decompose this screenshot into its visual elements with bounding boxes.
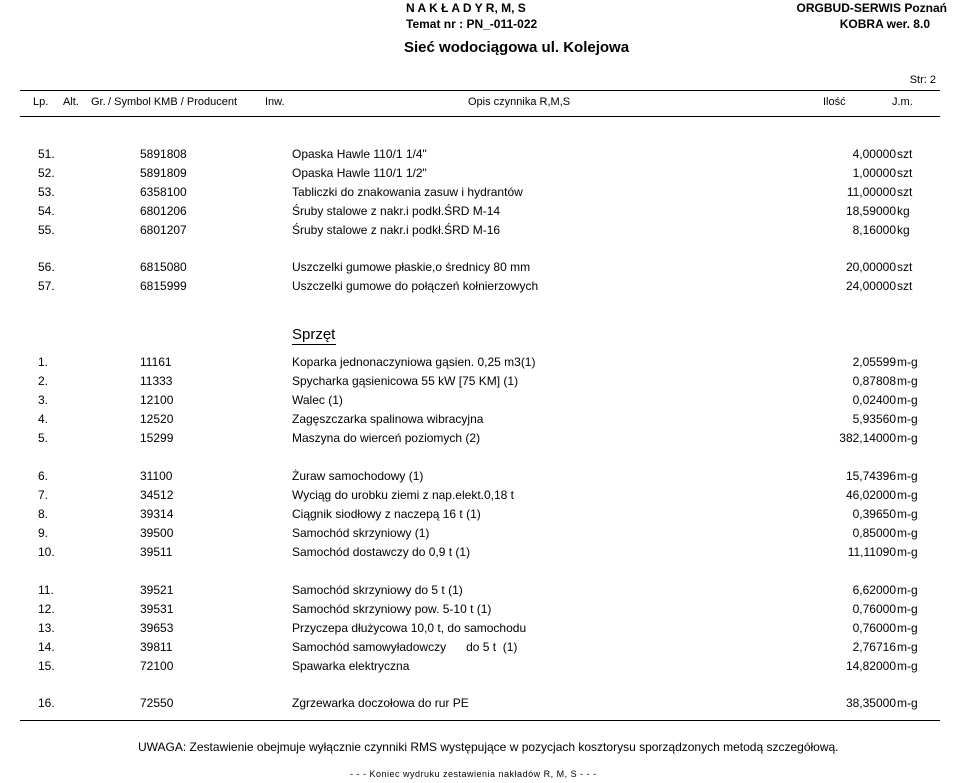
row-quantity: 38,35000	[845, 696, 896, 710]
row-description: Maszyna do wierceń poziomych (2)	[292, 431, 481, 445]
row-lp: 51.	[38, 147, 55, 161]
row-quantity: 5,93560	[852, 412, 896, 426]
table-row	[0, 185, 960, 204]
row-description: Śruby stalowe z nakr.i podkł.ŚRD M-14	[292, 204, 501, 218]
table-row	[0, 507, 960, 526]
table-row	[0, 431, 960, 450]
table-row	[0, 640, 960, 659]
col-description: Opis czynnika R,M,S	[468, 96, 571, 108]
row-lp: 12.	[38, 602, 55, 616]
table-row	[0, 469, 960, 488]
row-quantity: 0,76000	[852, 602, 896, 616]
table-row	[0, 393, 960, 412]
col-unit: J.m.	[892, 96, 913, 108]
row-lp: 57.	[38, 279, 55, 293]
row-quantity: 0,87808	[852, 374, 896, 388]
row-description: Zagęszczarka spalinowa wibracyjna	[292, 412, 484, 426]
table-row	[0, 204, 960, 223]
row-symbol: 31100	[140, 469, 173, 483]
table-row	[0, 166, 960, 185]
row-symbol: 72100	[140, 659, 174, 673]
row-quantity: 20,00000	[845, 260, 896, 274]
row-quantity: 14,82000	[845, 659, 896, 673]
table-row	[0, 545, 960, 564]
row-unit: szt	[897, 166, 913, 180]
col-quantity: Ilość	[823, 96, 846, 108]
table-row	[0, 659, 960, 678]
row-lp: 53.	[38, 185, 55, 199]
row-unit: m-g	[897, 621, 918, 635]
row-unit: m-g	[897, 393, 918, 407]
row-lp: 14.	[38, 640, 55, 654]
report-title: N A K Ł A D Y R, M, S	[406, 1, 526, 15]
row-unit: m-g	[897, 659, 918, 673]
row-description: Uszczelki gumowe do połączeń kołnierzowych	[292, 279, 539, 293]
table-row	[0, 526, 960, 545]
row-description: Opaska Hawle 110/1 1/2"	[292, 166, 427, 180]
topic-number: Temat nr : PN_-011-022	[406, 17, 538, 31]
row-symbol: 39653	[140, 621, 174, 635]
row-description: Samochód skrzyniowy do 5 t (1)	[292, 583, 463, 597]
row-description: Przyczepa dłużycowa 10,0 t, do samochodu	[292, 621, 527, 635]
row-lp: 5.	[38, 431, 49, 445]
row-unit: m-g	[897, 507, 918, 521]
row-lp: 54.	[38, 204, 55, 218]
row-symbol: 72550	[140, 696, 174, 710]
row-lp: 56.	[38, 260, 55, 274]
row-lp: 13.	[38, 621, 55, 635]
col-gr: Gr.	[91, 96, 106, 108]
row-unit: m-g	[897, 355, 918, 369]
row-description: Śruby stalowe z nakr.i podkł.ŚRD M-16	[292, 223, 501, 237]
row-unit: m-g	[897, 545, 918, 559]
row-quantity: 46,02000	[845, 488, 896, 502]
page-number: Str: 2	[909, 74, 936, 86]
row-symbol: 6358100	[140, 185, 187, 199]
row-description: Walec (1)	[292, 393, 343, 407]
row-lp: 9.	[38, 526, 49, 540]
row-symbol: 12100	[140, 393, 174, 407]
row-lp: 52.	[38, 166, 55, 180]
row-quantity: 382,14000	[839, 431, 896, 445]
row-symbol: 39521	[140, 583, 174, 597]
row-symbol: 15299	[140, 431, 174, 445]
row-quantity: 8,16000	[852, 223, 896, 237]
row-lp: 8.	[38, 507, 49, 521]
row-quantity: 6,62000	[852, 583, 896, 597]
row-quantity: 0,85000	[852, 526, 896, 540]
row-quantity: 11,11090	[847, 545, 896, 559]
header-top-rule	[20, 90, 940, 91]
company-name: ORGBUD-SERWIS Poznań	[796, 1, 947, 15]
row-unit: szt	[897, 147, 913, 161]
table-row	[0, 696, 960, 715]
row-description: Samochód samowyładowczy do 5 t (1)	[292, 640, 518, 654]
row-quantity: 2,76716	[852, 640, 896, 654]
col-symbol: / Symbol KMB / Producent	[108, 96, 237, 108]
row-symbol: 6801207	[140, 223, 187, 237]
section-title-underline	[292, 344, 336, 345]
header-bottom-rule	[20, 116, 940, 117]
table-row	[0, 412, 960, 431]
row-quantity: 2,05599	[852, 355, 896, 369]
row-symbol: 6815080	[140, 260, 187, 274]
row-description: Zgrzewarka doczołowa do rur PE	[292, 696, 469, 710]
row-description: Uszczelki gumowe płaskie,o średnicy 80 mm	[292, 260, 531, 274]
row-description: Tabliczki do znakowania zasuw i hydrantów	[292, 185, 523, 199]
row-unit: m-g	[897, 640, 918, 654]
row-unit: m-g	[897, 602, 918, 616]
row-quantity: 0,76000	[852, 621, 896, 635]
table-row	[0, 223, 960, 242]
row-description: Żuraw samochodowy (1)	[292, 469, 424, 483]
table-row	[0, 147, 960, 166]
row-description: Ciągnik siodłowy z naczepą 16 t (1)	[292, 507, 481, 521]
row-symbol: 5891809	[140, 166, 187, 180]
row-unit: m-g	[897, 431, 918, 445]
table-row	[0, 260, 960, 279]
row-lp: 11.	[38, 583, 54, 597]
row-lp: 10.	[38, 545, 55, 559]
row-unit: kg	[897, 204, 910, 218]
row-lp: 7.	[38, 488, 49, 502]
table-row	[0, 602, 960, 621]
row-lp: 3.	[38, 393, 49, 407]
row-unit: kg	[897, 223, 910, 237]
table-row	[0, 355, 960, 374]
row-quantity: 0,02400	[852, 393, 896, 407]
table-row	[0, 621, 960, 640]
row-unit: szt	[897, 279, 913, 293]
row-symbol: 11161	[140, 355, 172, 369]
row-symbol: 5891808	[140, 147, 187, 161]
row-symbol: 39811	[140, 640, 173, 654]
row-lp: 6.	[38, 469, 49, 483]
table-bottom-rule	[20, 720, 940, 721]
col-inw: Inw.	[265, 96, 285, 108]
row-symbol: 12520	[140, 412, 174, 426]
row-symbol: 6801206	[140, 204, 187, 218]
row-unit: szt	[897, 185, 913, 199]
row-description: Spycharka gąsienicowa 55 kW [75 KM] (1)	[292, 374, 519, 388]
row-lp: 1.	[38, 355, 49, 369]
row-unit: m-g	[897, 583, 918, 597]
row-unit: m-g	[897, 374, 918, 388]
row-symbol: 34512	[140, 488, 174, 502]
row-quantity: 4,00000	[852, 147, 896, 161]
table-row	[0, 583, 960, 602]
col-alt: Alt.	[63, 96, 79, 108]
row-description: Samochód skrzyniowy pow. 5-10 t (1)	[292, 602, 492, 616]
row-symbol: 39511	[140, 545, 173, 559]
footer-end-marker: - - - Koniec wydruku zestawienia nakładów R, M, S - - -	[350, 769, 597, 779]
row-symbol: 6815999	[140, 279, 187, 293]
row-unit: m-g	[897, 488, 918, 502]
project-title: Sieć wodociągowa ul. Kolejowa	[404, 39, 630, 56]
row-quantity: 1,00000	[852, 166, 896, 180]
row-symbol: 11333	[140, 374, 173, 388]
row-description: Samochód skrzyniowy (1)	[292, 526, 430, 540]
row-quantity: 11,00000	[846, 185, 896, 199]
table-row	[0, 374, 960, 393]
row-symbol: 39531	[140, 602, 174, 616]
row-lp: 16.	[38, 696, 55, 710]
row-unit: m-g	[897, 696, 918, 710]
section-title-equipment: Sprzęt	[292, 326, 336, 343]
note-text: UWAGA: Zestawienie obejmuje wyłącznie czynniki RMS występujące w pozycjach kosztorysu sporządzonych metodą szczegółową.	[138, 740, 839, 754]
row-quantity: 24,00000	[845, 279, 896, 293]
row-description: Samochód dostawczy do 0,9 t (1)	[292, 545, 471, 559]
row-unit: m-g	[897, 526, 918, 540]
row-unit: szt	[897, 260, 913, 274]
row-lp: 15.	[38, 659, 55, 673]
row-unit: m-g	[897, 412, 918, 426]
row-unit: m-g	[897, 469, 918, 483]
row-quantity: 0,39650	[852, 507, 896, 521]
row-description: Koparka jednonaczyniowa gąsien. 0,25 m3(1)	[292, 355, 536, 369]
col-lp: Lp.	[33, 96, 49, 108]
row-lp: 55.	[38, 223, 55, 237]
row-symbol: 39500	[140, 526, 174, 540]
row-lp: 4.	[38, 412, 49, 426]
row-description: Opaska Hawle 110/1 1/4"	[292, 147, 427, 161]
row-lp: 2.	[38, 374, 49, 388]
software-version: KOBRA wer. 8.0	[839, 17, 930, 31]
row-description: Wyciąg do urobku ziemi z nap.elekt.0,18 t	[292, 488, 515, 502]
table-row	[0, 488, 960, 507]
row-quantity: 18,59000	[845, 204, 896, 218]
table-row	[0, 279, 960, 298]
row-symbol: 39314	[140, 507, 174, 521]
row-description: Spawarka elektryczna	[292, 659, 410, 673]
row-quantity: 15,74396	[845, 469, 896, 483]
